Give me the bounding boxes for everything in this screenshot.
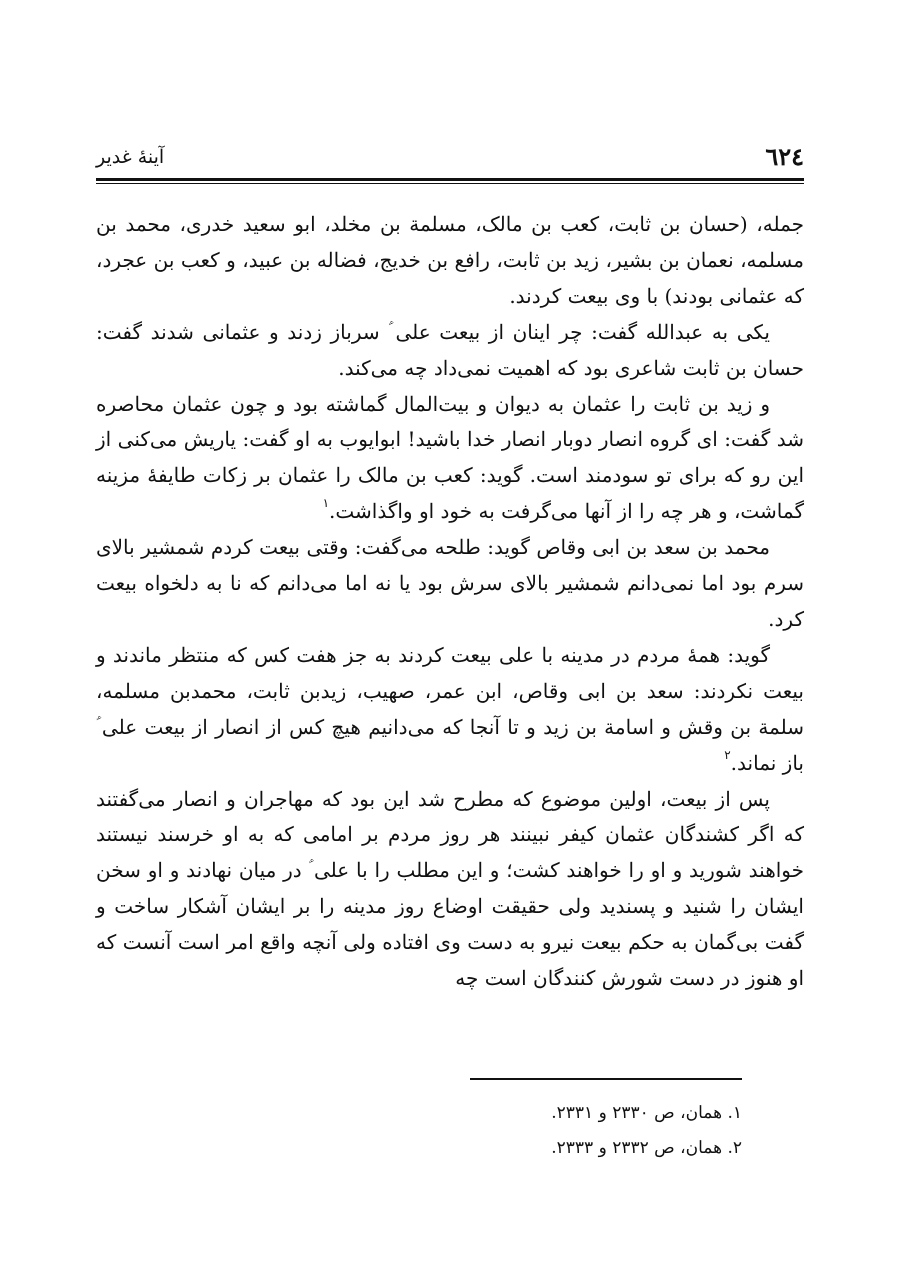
body-text <box>96 207 804 997</box>
footnote: ١. همان، ص ٢٣٣٠ و ٢٣٣١. <box>551 1103 742 1123</box>
paragraph: یکی به عبدالله گفت: چر اینان از بیعت علی ؑ سرباز زدند و عثمانی شدند گفت: حسان بن ثابت شاعری بود که اهمیت نمی‌داد چه می‌کند. <box>96 319 804 380</box>
running-title: آینهٔ غدیر <box>96 146 165 168</box>
header-rule-thin <box>96 183 804 184</box>
page-number: ٦٢٤ <box>765 142 804 171</box>
paragraph: محمد بن سعد بن ابی وقاص گوید: طلحه می‌گفت: وقتی بیعت کردم شمشیر بالای سرم بود اما نمی‌دانم شمشیر بالای سرش بود یا نه اما می‌دانم که نا به دلخواه بیعت کرد. <box>96 535 804 631</box>
paragraph: گوید: همهٔ مردم در مدینه با علی بیعت کردند به جز هفت کس که منتظر ماندند و بیعت نکردند: سعد بن ابی وقاص، ابن عمر، صهیب، زیدبن ثابت، محمدبن مسلمه، سلمة بن وقش و اسامة بن زید و تا آنجا که می‌دانیم هیچ کس از انصار از بیعت علی ؑ باز نماند.$^٢$ <box>96 642 804 775</box>
footnotes <box>342 1096 742 1166</box>
header-rule <box>96 178 804 181</box>
footnote-marker[interactable]: ١ <box>322 496 330 511</box>
footnote: ٢. همان، ص ٢٣٣٢ و ٢٣٣٣. <box>551 1138 742 1158</box>
paragraph: پس از بیعت، اولین موضوع که مطرح شد این بود که مهاجران و انصار می‌گفتند که اگر کشندگان عثمان کیفر نبینند هر روز مردم بر امامی که به او خرسند نیستند خواهند شورید و او را خواهند کشت؛ و این مطلب را با علی ؑ در میان نهادند و او سخن ایشان را شنید و پسندید ولی حقیقت اوضاع روز مدینه را بر ایشان آشکار ساخت و گفت بی‌گمان به حکم بیعت نیرو به دست وی افتاده ولی آنچه واقع امر است آنست که او هنوز در دست شورش کنندگان است چه <box>96 786 804 991</box>
footnote-marker[interactable]: ٢ <box>724 747 731 762</box>
page-header <box>96 140 804 178</box>
paragraph: جمله، (حسان بن ثابت، کعب بن مالک، مسلمة بن مخلد، ابو سعید خدری، محمد بن مسلمه، نعمان بن بشیر، زید بن ثابت، رافع بن خدیج، فضاله بن عبید، و کعب بن عجرد، که عثمانی بودند) با وی بیعت کردند. <box>96 212 804 308</box>
footnote-separator <box>470 1078 742 1080</box>
paragraph: و زید بن ثابت را عثمان به دیوان و بیت‌المال گماشته بود و چون عثمان محاصره شد گفت: ای گروه انصار دوبار انصار خدا باشید! ابوایوب به او گفت: یاریش می‌کنی از این رو که برای تو سودمند است. گوید: کعب بن مالک را عثمان بر زکات طایفهٔ مزینه گماشت، و هر چه را از آنها می‌گرفت به خود او واگذاشت.$^١$ <box>96 391 804 524</box>
